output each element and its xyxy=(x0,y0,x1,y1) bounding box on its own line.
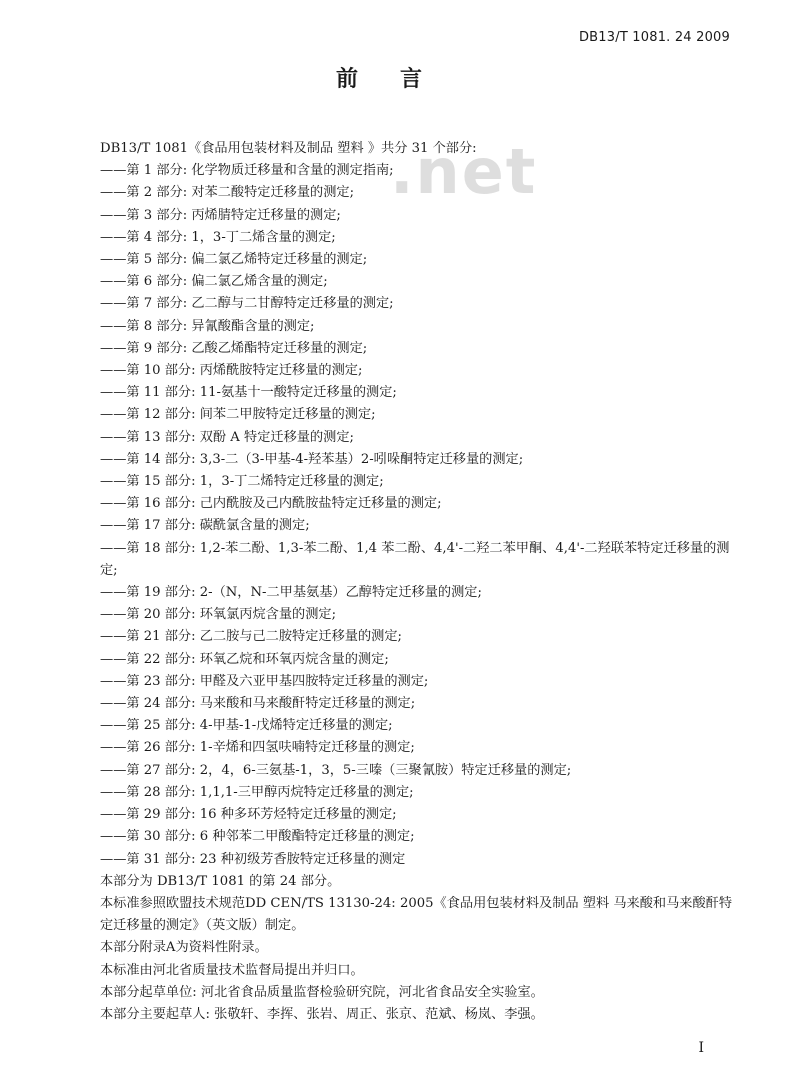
part-list-item: ——第 8 部分: 异氰酸酯含量的测定; xyxy=(100,318,315,334)
intro-line: DB13/T 1081《食品用包装材料及制品 塑料 》共分 31 个部分: xyxy=(100,141,477,156)
part-list-item: ——第 1 部分: 化学物质迁移量和含量的测定指南; xyxy=(100,163,394,179)
part-list-item: ——第 29 部分: 16 种多环芳烃特定迁移量的测定; xyxy=(100,807,397,823)
parts-list xyxy=(100,160,740,871)
part-list-item: ——第 27 部分: 2，4，6-三氨基-1，3，5-三嗪（三聚氰胺）特定迁移量的测定; xyxy=(100,762,572,778)
foreword-paragraph: 本部分为 DB13/T 1081 的第 24 部分。 xyxy=(100,873,341,889)
part-list-item: ——第 22 部分: 环氧乙烷和环氧丙烷含量的测定; xyxy=(100,651,389,667)
document-number: DB13/T 1081. 24 2009 xyxy=(578,30,730,45)
foreword-paragraph: 本标准参照欧盟技术规范DD CEN/TS 13130-24: 2005《食品用包装材料及制品 塑料 马来酸和马来酸酐特定迁移量的测定》（英文版）制定。 xyxy=(100,895,733,934)
part-list-item: ——第 31 部分: 23 种初级芳香胺特定迁移量的测定 xyxy=(100,851,406,867)
watermark: .net xyxy=(390,135,538,208)
part-list-item: ——第 5 部分: 偏二氯乙烯特定迁移量的测定; xyxy=(100,252,368,268)
part-list-item: ——第 3 部分: 丙烯腈特定迁移量的测定; xyxy=(100,207,341,223)
foreword-paragraph: 本部分附录A为资料性附录。 xyxy=(100,940,268,956)
part-list-item: ——第 23 部分: 甲醛及六亚甲基四胺特定迁移量的测定; xyxy=(100,673,429,689)
part-list-item: ——第 28 部分: 1,1,1-三甲醇丙烷特定迁移量的测定; xyxy=(100,784,414,800)
part-list-item: ——第 26 部分: 1-辛烯和四氢呋喃特定迁移量的测定; xyxy=(100,740,415,756)
foreword-body xyxy=(100,138,740,1026)
part-list-item: ——第 15 部分: 1，3-丁二烯特定迁移量的测定; xyxy=(100,474,384,490)
part-list-item: ——第 4 部分: 1，3-丁二烯含量的测定; xyxy=(100,229,336,245)
part-list-item: ——第 10 部分: 丙烯酰胺特定迁移量的测定; xyxy=(100,363,363,379)
part-list-item: ——第 12 部分: 间苯二甲胺特定迁移量的测定; xyxy=(100,407,376,423)
part-list-item: ——第 19 部分: 2-（N，N-二甲基氨基）乙醇特定迁移量的测定; xyxy=(100,585,482,601)
part-list-item: ——第 24 部分: 马来酸和马来酸酐特定迁移量的测定; xyxy=(100,696,416,712)
part-list-item: ——第 2 部分: 对苯二酸特定迁移量的测定; xyxy=(100,185,355,201)
page-title: 前言 xyxy=(335,66,464,92)
part-list-item: ——第 30 部分: 6 种邻苯二甲酸酯特定迁移量的测定; xyxy=(100,829,415,845)
part-list-item: ——第 21 部分: 乙二胺与己二胺特定迁移量的测定; xyxy=(100,629,402,645)
part-list-item: ——第 13 部分: 双酚 A 特定迁移量的测定; xyxy=(100,429,354,445)
foreword-paragraph: 本部分主要起草人: 张敬轩、李挥、张岩、周正、张京、范斌、杨岚、李强。 xyxy=(100,1006,544,1022)
part-list-item: ——第 18 部分: 1,2-苯二酚、1,3-苯二酚、1,4 苯二酚、4,4'-二羟二苯甲酮、4,4'-二羟联苯特定迁移量的测定; xyxy=(100,540,730,578)
paragraph-list xyxy=(100,871,740,1026)
part-list-item: ——第 20 部分: 环氧氯丙烷含量的测定; xyxy=(100,607,337,623)
part-list-item: ——第 11 部分: 11-氨基十一酸特定迁移量的测定; xyxy=(100,385,397,401)
page-number: I xyxy=(698,1040,704,1056)
part-list-item: ——第 25 部分: 4-甲基-1-戊烯特定迁移量的测定; xyxy=(100,718,393,734)
part-list-item: ——第 9 部分: 乙酸乙烯酯特定迁移量的测定; xyxy=(100,340,368,356)
foreword-paragraph: 本标准由河北省质量技术监督局提出并归口。 xyxy=(100,962,364,978)
foreword-paragraph: 本部分起草单位: 河北省食品质量监督检验研究院，河北省食品安全实验室。 xyxy=(100,984,544,1000)
part-list-item: ——第 6 部分: 偏二氯乙烯含量的测定; xyxy=(100,274,328,290)
part-list-item: ——第 14 部分: 3,3-二（3-甲基-4-羟苯基）2-吲哚酮特定迁移量的测定; xyxy=(100,451,524,467)
part-list-item: ——第 7 部分: 乙二醇与二甘醇特定迁移量的测定; xyxy=(100,296,394,312)
part-list-item: ——第 17 部分: 碳酰氯含量的测定; xyxy=(100,518,310,534)
part-list-item: ——第 16 部分: 己内酰胺及己内酰胺盐特定迁移量的测定; xyxy=(100,496,442,512)
